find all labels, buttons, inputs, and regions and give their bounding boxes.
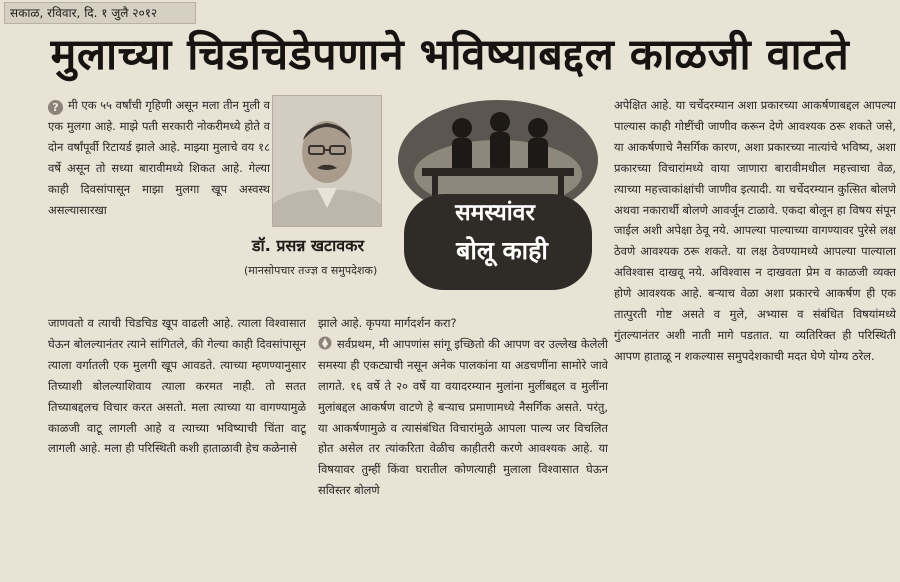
expert-name: डॉ. प्रसन्न खटावकर [252, 236, 364, 255]
question-column-bottom [48, 313, 306, 575]
article-headline: मुलाच्या चिडचिडेपणाने भविष्याबद्दल काळजी वाटते [50, 30, 850, 80]
answer-column-middle [318, 313, 608, 575]
expert-title: (मानसोपचार तज्ज्ञ व समुपदेशक) [244, 264, 378, 277]
question-text-part2: जाणवतो व त्याची चिडचिड खूप वाढली आहे. त्याला विश्वासात घेऊन बोलल्यानंतर त्याने सांगितले, की गेल्या काही दिवसांपासून त्याला वर्गातली एक मुलगी खूप आवडते. त्याच्या म्हणण्यानुसार तिच्याशी बोलल्याशिवाय त्याला करमत नाही. तो सतत तिच्याबद्दलच विचार करत असतो. मला त्याच्या या वागण्यामुळे काळजी वाटू लागली आहे व त्याच्या भविष्याची चिंता वाटू लागली आहे. मला ही परिस्थिती कशी हाताळावी हेच कळेनासे [48, 316, 306, 456]
answer-column-right [614, 95, 896, 575]
question-text-part1: मी एक ५५ वर्षांची गृहिणी असून मला तीन मुली व एक मुलगा आहे. माझे पती सरकारी नोकरीमध्ये होते व दोन वर्षांपूर्वी रिटायर्ड झाले आहे. माझ्या मुलाचे वय १८ वर्षे असून तो सध्या बारावीमध्ये शिकत आहे. गेल्या काही दिवसांपासून माझा मुलगा खूप अस्वस्थ असल्यासारखा [48, 98, 270, 217]
expert-portrait-icon [272, 95, 382, 227]
question-column-top [48, 95, 270, 315]
emblem-title-line1: समस्यांवर [455, 200, 535, 226]
answer-text-part1: सर्वप्रथम, मी आपणांस सांगू इच्छितो की आपण वर उल्लेख केलेली समस्या ही एकट्याची नसून अनेक पालकांना या अडचणींना सामोरे जावे लागते. १६ वर्षे ते २० वर्षे या वयादरम्यान मुलांना मुलींबद्दल व मुलींना मुलांबद्दल आकर्षण वाटणे हे बऱ्याच प्रमाणामध्ये नैसर्गिक असते. परंतु, या आकर्षणामुळे व त्यासंबंधित विचारांमुळे आपला पाल्य जर विचलित होत असेल तर त्यांकरिता वेळीच काहीतरी करणे आवश्यक आहे. या विषयावर तुम्हीं किंवा घरातील कोणत्याही मुलाला विश्वासात घेऊन सविस्तर बोलणे [318, 336, 608, 498]
answer-text-part2: अपेक्षित आहे. या चर्चेदरम्यान अशा प्रकारच्या आकर्षणाबद्दल आपल्या पाल्यास काही गोष्टींची जाणीव करून देणे आवश्यक ठरू शकते जसे, या आकर्षणाचे नैसर्गिक कारण, अशा प्रकारच्या नात्यांचे भविष्य, अशा प्रकारच्या विचारांमध्ये वाया जाणारा बारावीमधील महत्त्वाचा वेळ, त्याच्या महत्त्वाकांक्षांची जाणीव इत्यादी. या चर्चेदरम्यान कुत्सित बोलणे अथवा नकारार्थी बोलणे आवर्जून टाळावे. एकदा बोलून हा विषय संपून जाईल अशी अपेक्षा ठेवू नये. आपल्या पाल्याच्या वागण्यावर पुरेसे लक्ष ठेवणे आवश्यक ठरू शकते. या लक्ष ठेवण्यामध्ये आपल्या पाल्याला अविश्वास दाखवू नये. अविश्वास न दाखवता प्रेम व काळजी व्यक्त होणे आवश्यक आहे. बऱ्याच वेळा अशा प्रकारचे आकर्षण ही एक तात्पुरती गोष्ट असते व मुले, अभ्यास व संबंधित विषयांमध्ये गुंतल्यानंतर अशी नाती मागे पडतात. या व्यतिरिक्त ही परिस्थिती आपण हाताळू न शकल्यास समुपदेशकाची मदत घेणे योग्य ठरेल. [614, 98, 896, 363]
emblem-title-line2: बोलू काही [456, 236, 548, 265]
question-text-part3: झाले आहे. कृपया मार्गदर्शन करा? [318, 316, 457, 330]
masthead-date-line: सकाळ, रविवार, दि. १ जुलै २०१२ [4, 2, 196, 24]
question-mark-icon: ? [48, 100, 63, 115]
pen-nib-icon [318, 336, 332, 350]
